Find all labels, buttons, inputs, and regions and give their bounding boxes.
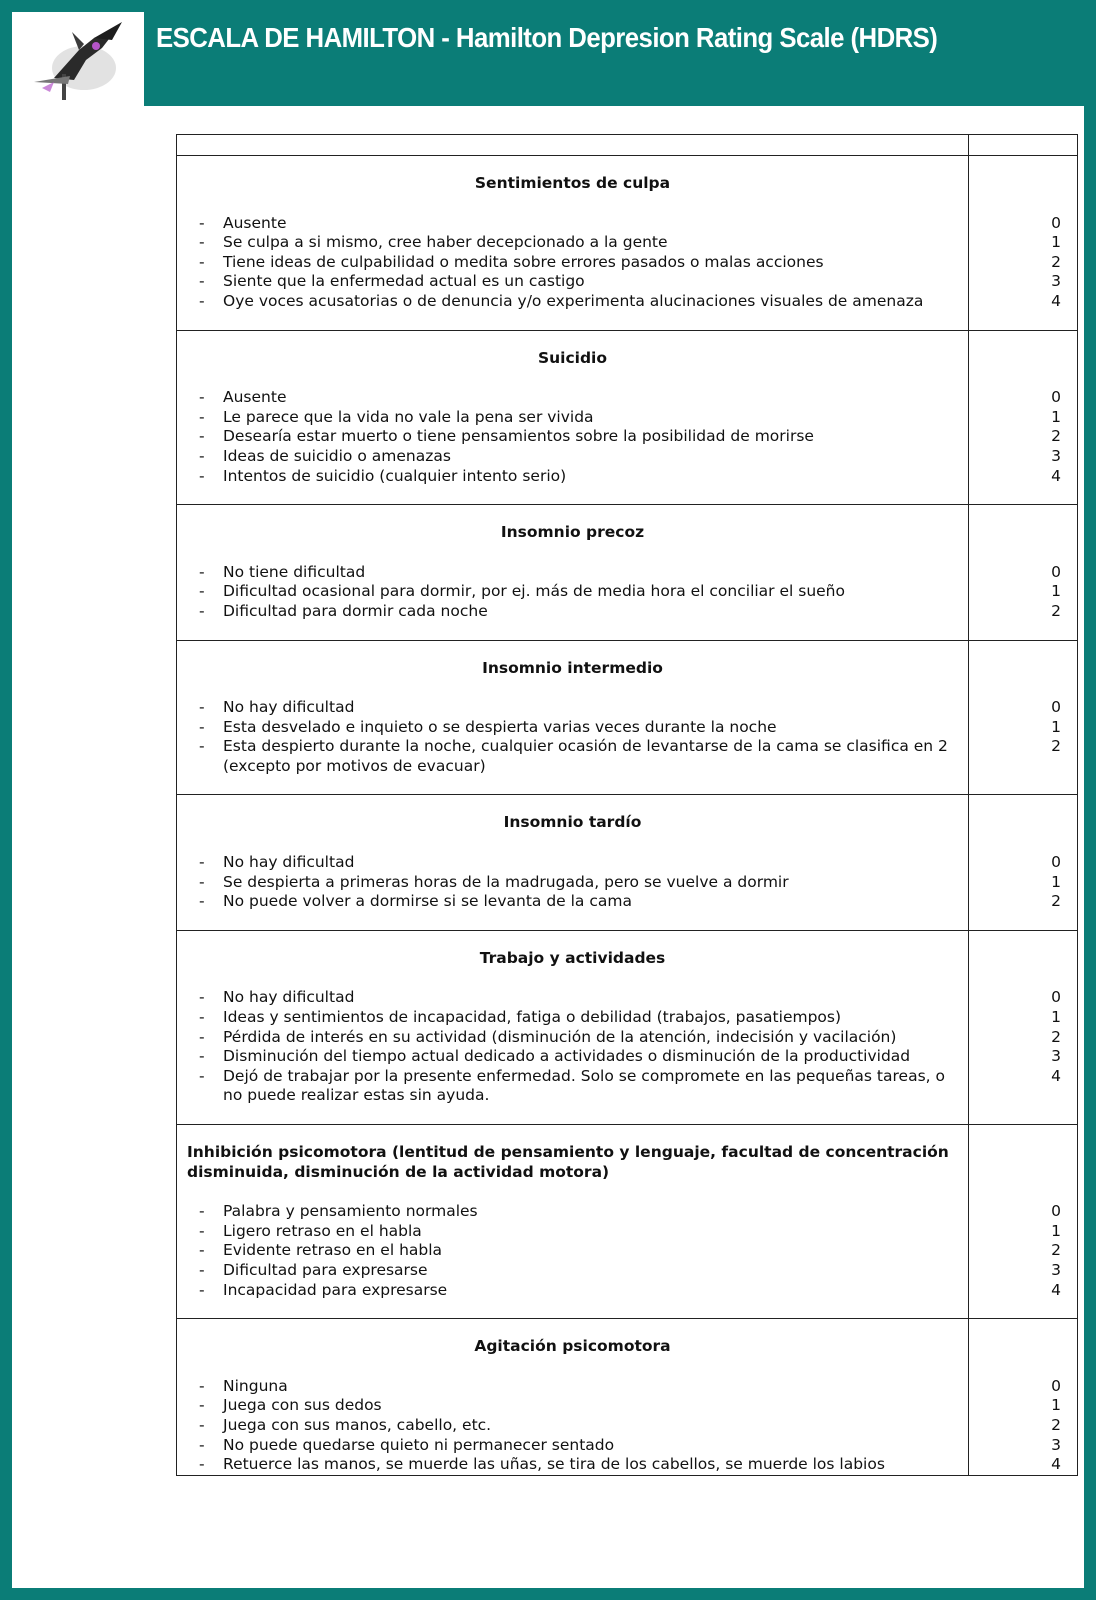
bullet-dash: - <box>199 872 205 891</box>
list-item <box>187 292 958 312</box>
bullet-dash: - <box>199 601 205 620</box>
section-title: Inhibición psicomotora (lentitud de pensamiento y lenguaje, facultad de concentración disminuida, disminución de la actividad motora) <box>187 1143 949 1181</box>
item-text: Ausente <box>223 213 287 232</box>
item-score: 0 <box>1051 1376 1061 1395</box>
item-score: 2 <box>1051 252 1061 271</box>
item-score: 1 <box>1051 717 1061 736</box>
item-score: 3 <box>1051 272 1061 291</box>
item-score: 2 <box>1051 601 1061 620</box>
section-row <box>177 795 1077 930</box>
item-score: 1 <box>1051 1221 1061 1240</box>
item-text: Ninguna <box>223 1376 288 1395</box>
list-item <box>187 853 958 873</box>
item-score: 1 <box>1051 582 1061 601</box>
item-text: Retuerce las manos, se muerde las uñas, se tira de los cabellos, se muerde los labios <box>223 1455 885 1474</box>
section-row <box>177 1319 1077 1475</box>
item-score: 0 <box>1051 388 1061 407</box>
item-text: Esta despierto durante la noche, cualquier ocasión de levantarse de la cama se clasifica en 2 (excepto por motivos de evacuar) <box>223 737 948 775</box>
bullet-dash: - <box>199 1455 205 1474</box>
list-item <box>187 1416 958 1436</box>
bullet-dash: - <box>199 446 205 465</box>
item-text: Intentos de suicidio (cualquier intento serio) <box>223 466 567 485</box>
item-text: Ausente <box>223 388 287 407</box>
item-score: 1 <box>1051 1396 1061 1415</box>
item-score: 0 <box>1051 213 1061 232</box>
item-text: Evidente retraso en el habla <box>223 1241 443 1260</box>
item-text: Palabra y pensamiento normales <box>223 1202 478 1221</box>
bullet-dash: - <box>199 233 205 252</box>
item-text: Disminución del tiempo actual dedicado a actividades o disminución de la productividad <box>223 1047 911 1066</box>
bullet-dash: - <box>199 1260 205 1279</box>
item-score: 2 <box>1051 1027 1061 1046</box>
bullet-dash: - <box>199 407 205 426</box>
section-row <box>177 641 1077 796</box>
list-item <box>187 1241 958 1261</box>
item-score: 3 <box>1051 1435 1061 1454</box>
bullet-dash: - <box>199 988 205 1007</box>
list-item <box>187 1047 958 1067</box>
item-text: Pérdida de interés en su actividad (disminución de la atención, indecisión y vacilación) <box>223 1027 897 1046</box>
witch-on-broom-logo-icon <box>24 18 136 104</box>
section-title: Insomnio tardío <box>503 813 642 832</box>
bullet-dash: - <box>199 427 205 446</box>
bullet-dash: - <box>199 1435 205 1454</box>
bullet-dash: - <box>199 717 205 736</box>
item-text: Siente que la enfermedad actual es un castigo <box>223 272 585 291</box>
item-text: Se culpa a si mismo, cree haber decepcionado a la gente <box>223 233 668 252</box>
item-text: No puede quedarse quieto ni permanecer sentado <box>223 1435 615 1454</box>
bullet-dash: - <box>199 737 205 756</box>
item-text: Oye voces acusatorias o de denuncia y/o experimenta alucinaciones visuales de amenaza <box>223 291 924 310</box>
item-score: 0 <box>1051 853 1061 872</box>
item-text: Dificultad para expresarse <box>223 1260 428 1279</box>
item-score: 4 <box>1051 1066 1061 1085</box>
section-row <box>177 1125 1077 1319</box>
section-title: Trabajo y actividades <box>479 948 666 967</box>
hamilton-scale-table <box>176 134 1078 1476</box>
list-item <box>187 388 958 408</box>
list-item <box>187 892 958 912</box>
list-item <box>187 582 958 602</box>
item-score: 3 <box>1051 446 1061 465</box>
list-item <box>187 408 958 428</box>
bullet-dash: - <box>199 1396 205 1415</box>
bullet-dash: - <box>199 1202 205 1221</box>
item-text: Juega con sus dedos <box>223 1396 382 1415</box>
section-row <box>177 931 1077 1125</box>
list-item <box>187 1436 958 1456</box>
item-score: 0 <box>1051 1202 1061 1221</box>
bullet-dash: - <box>199 582 205 601</box>
list-item <box>187 427 958 447</box>
item-text: Ideas y sentimientos de incapacidad, fatiga o debilidad (trabajos, pasatiempos) <box>223 1008 842 1027</box>
item-score: 2 <box>1051 1415 1061 1434</box>
section-row <box>177 331 1077 506</box>
list-item <box>187 253 958 273</box>
list-item <box>187 1202 958 1222</box>
item-score: 2 <box>1051 892 1061 911</box>
bullet-dash: - <box>199 1221 205 1240</box>
list-item <box>187 1222 958 1242</box>
item-text: Tiene ideas de culpabilidad o medita sobre errores pasados o malas acciones <box>223 252 824 271</box>
section-title: Sentimientos de culpa <box>474 174 671 192</box>
list-item <box>187 447 958 467</box>
list-item <box>187 272 958 292</box>
bullet-dash: - <box>199 1376 205 1395</box>
list-item <box>187 718 958 738</box>
item-text: Ideas de suicidio o amenazas <box>223 446 451 465</box>
item-score: 1 <box>1051 1008 1061 1027</box>
bullet-dash: - <box>199 272 205 291</box>
list-item <box>187 737 958 776</box>
item-score: 2 <box>1051 737 1061 756</box>
item-score: 4 <box>1051 466 1061 485</box>
item-text: Ligero retraso en el habla <box>223 1221 422 1240</box>
list-item <box>187 1455 958 1475</box>
item-score: 4 <box>1051 1280 1061 1299</box>
item-text: No tiene dificultad <box>223 562 366 581</box>
list-item <box>187 1281 958 1301</box>
item-score: 1 <box>1051 872 1061 891</box>
list-item <box>187 563 958 583</box>
item-score: 3 <box>1051 1260 1061 1279</box>
item-score: 4 <box>1051 1455 1061 1474</box>
section-row <box>177 505 1077 640</box>
bullet-dash: - <box>199 698 205 717</box>
list-item <box>187 1261 958 1281</box>
item-score: 0 <box>1051 562 1061 581</box>
item-score: 0 <box>1051 698 1061 717</box>
item-score: 1 <box>1051 407 1061 426</box>
bullet-dash: - <box>199 1047 205 1066</box>
item-text: No hay dificultad <box>223 853 355 872</box>
item-text: Dificultad para dormir cada noche <box>223 601 488 620</box>
list-item <box>187 214 958 234</box>
item-text: Desearía estar muerto o tiene pensamientos sobre la posibilidad de morirse <box>223 427 814 446</box>
list-item <box>187 873 958 893</box>
item-score: 0 <box>1051 988 1061 1007</box>
list-item <box>187 1067 958 1106</box>
frame-right <box>1084 0 1096 1600</box>
bullet-dash: - <box>199 1027 205 1046</box>
page-title: ESCALA DE HAMILTON - Hamilton Depresion Rating Scale (HDRS) <box>156 22 938 53</box>
item-score: 1 <box>1051 233 1061 252</box>
section-title: Agitación psicomotora <box>474 1337 671 1356</box>
item-score: 2 <box>1051 427 1061 446</box>
bullet-dash: - <box>199 1415 205 1434</box>
list-item <box>187 467 958 487</box>
bullet-dash: - <box>199 466 205 485</box>
bullet-dash: - <box>199 892 205 911</box>
bullet-dash: - <box>199 1280 205 1299</box>
list-item <box>187 1008 958 1028</box>
bullet-dash: - <box>199 388 205 407</box>
item-score: 3 <box>1051 1047 1061 1066</box>
bullet-dash: - <box>199 1066 205 1085</box>
item-text: No hay dificultad <box>223 988 355 1007</box>
item-text: Le parece que la vida no vale la pena ser vivida <box>223 407 594 426</box>
bullet-dash: - <box>199 1241 205 1260</box>
bullet-dash: - <box>199 562 205 581</box>
section-title: Suicidio <box>537 348 608 367</box>
item-text: Dificultad ocasional para dormir, por ej. más de media hora el conciliar el sueño <box>223 582 845 601</box>
item-text: No puede volver a dormirse si se levanta de la cama <box>223 892 632 911</box>
frame-left <box>0 0 12 1600</box>
frame-top <box>0 0 1096 12</box>
item-text: Dejó de trabajar por la presente enfermedad. Solo se compromete en las pequeñas tareas, o no puede realizar estas sin ayuda. <box>223 1066 945 1105</box>
list-item <box>187 1028 958 1048</box>
section-row <box>177 156 1077 331</box>
section-title: Insomnio precoz <box>500 523 645 542</box>
table-header-row <box>177 135 1077 156</box>
bullet-dash: - <box>199 252 205 271</box>
bullet-dash: - <box>199 213 205 232</box>
list-item <box>187 602 958 622</box>
frame-bottom <box>0 1588 1096 1600</box>
section-title: Insomnio intermedio <box>482 658 663 677</box>
list-item <box>187 233 958 253</box>
list-item <box>187 1377 958 1397</box>
bullet-dash: - <box>199 853 205 872</box>
item-text: Esta desvelado e inquieto o se despierta varias veces durante la noche <box>223 717 777 736</box>
list-item <box>187 1396 958 1416</box>
item-score: 2 <box>1051 1241 1061 1260</box>
list-item <box>187 698 958 718</box>
bullet-dash: - <box>199 1008 205 1027</box>
item-score: 4 <box>1051 291 1061 310</box>
item-text: Juega con sus manos, cabello, etc. <box>223 1415 492 1434</box>
item-text: No hay dificultad <box>223 698 355 717</box>
item-text: Incapacidad para expresarse <box>223 1280 448 1299</box>
item-text: Se despierta a primeras horas de la madrugada, pero se vuelve a dormir <box>223 872 789 891</box>
list-item <box>187 988 958 1008</box>
bullet-dash: - <box>199 291 205 310</box>
